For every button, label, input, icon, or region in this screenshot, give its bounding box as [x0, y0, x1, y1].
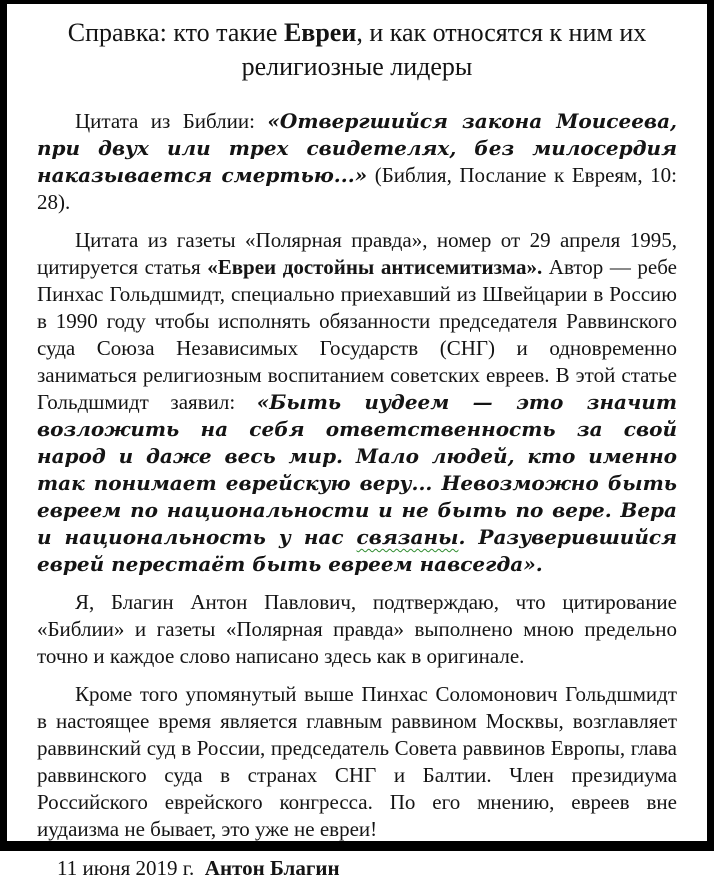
paragraph	[37, 681, 677, 843]
paragraph	[37, 108, 677, 216]
text-run: Я, Благин Антон Павлович, подтверждаю, что цитирование «Библии» и газеты «Полярная правда» выполнено мною предельно точно и каждое слово написано здесь как в оригинале.	[37, 590, 677, 668]
signature-line	[37, 855, 677, 882]
text-run: Цитата из газеты «Полярная правда», номер от 29 апреля 1995, цитируется статья	[37, 228, 677, 279]
bold-text-run: Антон Благин	[204, 856, 340, 880]
paragraph	[37, 589, 677, 670]
quote-text-run: «Отвергшийся закона Моисеева, при двух или трех свидетелях, без милосердия наказывается смертью...»	[37, 109, 677, 187]
document-title	[51, 16, 663, 84]
text-run: Справка: кто такие	[67, 18, 284, 47]
text-run: Цитата из Библии:	[75, 109, 268, 133]
text-run: Кроме того упомянутый выше Пинхас Соломонович Гольдшмидт в настоящее время является главным раввином Москвы, возглавляет раввинский суд в России, председатель Совета раввинов Европы, глава раввинского суда в странах СНГ и Балтии. Член президиума Российского еврейского конгресса. По его мнению, евреев вне иудаизма не бывает, это уже не евреи!	[37, 682, 677, 841]
quote-text-run: . Разуверившийся еврей перестаёт быть евреем навсегда».	[37, 525, 677, 576]
text-run: Автор — ребе Пинхас Гольдшмидт, специально приехавший из Швейцарии в Россию в 1990 году чтобы исполнять обязанности председателя Раввинского суда Союза Независимых Государств (СНГ) и одновременно заниматься религиозным воспитанием советских евреев. В этой статье Гольдшмидт заявил:	[37, 255, 677, 414]
text-run: (Библия, Послание к Евреям, 10: 28).	[37, 163, 677, 214]
bold-text-run: Евреи	[283, 18, 357, 47]
document-body	[37, 108, 677, 882]
text-run: 11 июня 2019 г.	[57, 856, 205, 880]
bold-text-run: «Евреи достойны антисемитизма».	[207, 255, 543, 279]
text-run: , и как относятся к ним их религиозные лидеры	[241, 18, 647, 81]
quote-text-run: «Быть иудеем — это значит возложить на себя ответственность за свой народ и даже весь мир. Мало людей, кто именно так понимает еврейскую веру... Невозможно быть евреем по национальности и не быть по вере. Вера и национальность у нас	[37, 390, 677, 549]
paragraph	[37, 227, 677, 578]
misspelled-word: связаны	[356, 525, 459, 549]
